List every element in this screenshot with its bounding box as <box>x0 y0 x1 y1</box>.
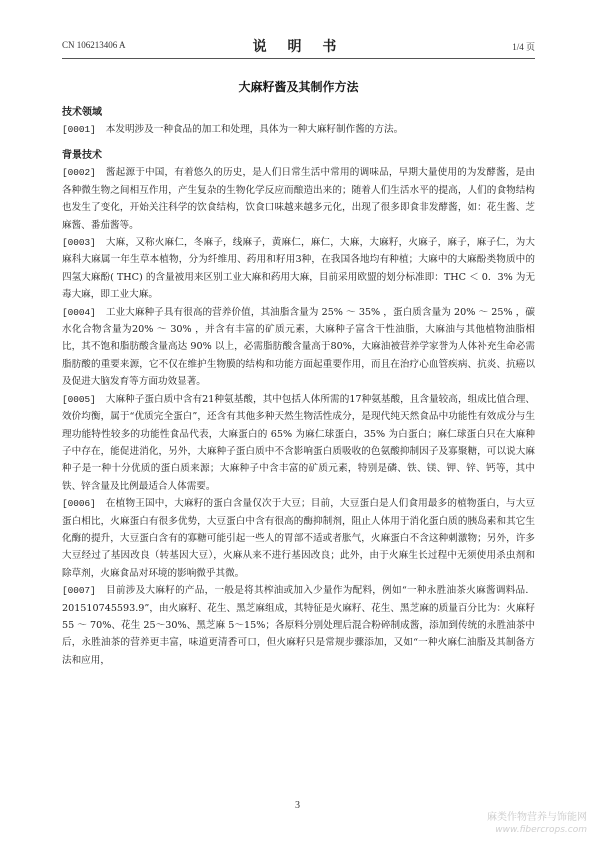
paragraph-number: [0004] <box>62 306 96 318</box>
document-type: 说 明 书 <box>252 39 345 55</box>
paragraph-number: [0007] <box>62 585 96 597</box>
paragraph-number: [0002] <box>62 167 96 179</box>
paragraph <box>62 121 535 138</box>
section-heading-technical-field: 技术领域 <box>62 107 102 118</box>
paragraph-text: 大麻种子蛋白质中含有21种氨基酸，其中包括人体所需的17种氨基酸，且含量较高，组成比值合理、效价均衡，属于“优质完全蛋白”，还含有其他多种天然生物活性成分，是现代纯天然食品中功能性有效成分与生理功能特性较多的功能性食品代表，大麻蛋白的 65% 为麻仁球蛋白，35% 为白蛋白；麻仁球蛋白只在大麻种子中存在，能促进消化，另外，大麻种子蛋白质中不含影响蛋白质吸收的色氨酸抑制因子及寡聚糖，可以说大麻种子是一种十分优质的蛋白质来源；大麻种子中含丰富的矿质元素，特别是磷、铁、镁、钾、锌、钙等，其中铁、锌含量及比例最适合人体需要。 <box>62 393 535 492</box>
watermark-url: www.fibercrops.com <box>495 825 587 835</box>
paragraph-text: 大麻，又称火麻仁，冬麻子，线麻子，黄麻仁，麻仁，大麻，大麻籽，火麻子，麻子，麻子仁，为大麻科大麻属一年生草本植物，分为纤维用、药用和籽用3种，在我国各地均有种植；大麻中的大麻酚类物质中的四氢大麻酚( THC) 的含量被用来区别工业大麻和药用大麻，目前采用欧盟的划分标准即：THC ＜ 0．3% 为无毒大麻，即工业大麻。 <box>62 237 535 301</box>
paragraph <box>62 234 535 304</box>
paragraph <box>62 582 535 669</box>
paragraph <box>62 164 535 234</box>
paragraph-text: 目前涉及大麻籽的产品，一般是将其榨油或加入少量作为配料，例如“一种永胜油茶火麻酱调料品．201510745593.9”，由火麻籽、花生、黑芝麻组成，其特征是火麻籽、花生、黑芝麻的质量百分比为：火麻籽 55 ～ 70%、花生 25～30%、黑芝麻 5～15%；各原料分别处理后混合粉碎制成酱，添加到传统的永胜油茶中后，永胜油茶的营养更丰富，味道更清香可口，但火麻籽只是常规步骤添加，又如“一种火麻仁油脂及其制备方法和应用， <box>62 585 535 666</box>
paragraph-number: [0005] <box>62 393 96 405</box>
patent-number: CN 106213406 A <box>62 40 126 50</box>
page-number: 3 <box>295 800 300 811</box>
paragraph-text: 工业大麻种子具有很高的营养价值，其油脂含量为 25% ～ 35% ，蛋白质含量为 20% ～ 25% ，碳水化合物含量为20% ～ 30% ，并含有丰富的矿质元素，大麻种子富含干性油脂，大麻油与其他植物油脂相比，其不饱和脂肪酸含量高达 90% 以上，必需脂肪酸含量高于80%，大麻油被营养学家誉为人体补充生命必需脂肪酸的重要来源，它不仅在维护生物膜的结构和功能方面起重要作用，而且在治疗心血管疾病、抗炎、抗癌以及促进大脑发育等方面功效显著。 <box>62 306 535 388</box>
paragraph <box>62 495 535 582</box>
watermark <box>487 812 587 836</box>
watermark-text: 麻类作物营养与饰能网 <box>487 812 587 823</box>
document-body <box>62 104 535 669</box>
page-of-total: 1/4 页 <box>512 42 535 52</box>
paragraph-number: [0001] <box>62 124 96 135</box>
paragraph-text: 本发明涉及一种食品的加工和处理，具体为一种大麻籽制作酱的方法。 <box>105 124 404 135</box>
section-heading-background: 背景技术 <box>62 150 102 162</box>
paragraph <box>62 391 535 495</box>
page-header <box>62 40 535 54</box>
paragraph-number: [0003] <box>62 237 96 249</box>
document-title: 大麻籽酱及其制作方法 <box>238 80 359 94</box>
paragraph-text: 酱起源于中国，有着悠久的历史，是人们日常生活中常用的调味品，早期大量使用的为发酵酱，是由各种微生物之间相互作用，产生复杂的生物化学反应而酿造出来的；随着人们生活水平的提高，人们的食物结构也发生了变化，开始关注科学的饮食结构，饮食口味越来越多元化，出现了很多即食非发酵酱，如：花生酱、芝麻酱、番茄酱等。 <box>62 167 535 231</box>
paragraph-text: 在植物王国中，大麻籽的蛋白含量仅次于大豆；目前，大豆蛋白是人们食用最多的植物蛋白，与大豆蛋白相比，火麻蛋白有很多优势，大豆蛋白中含有很高的酶抑制剂，阻止人体用于消化蛋白质的胰岛素和其它生化酶的提升，大豆蛋白含有的寡糖可能引起一些人的胃部不适或者胀气，火麻蛋白不含这种刺激物；另外，许多大豆经过了基因改良（转基因大豆），火麻从来不进行基因改良；此外，由于火麻生长过程中无须使用杀虫剂和除草剂，火麻食品对环境的影响微乎其微。 <box>62 498 535 579</box>
header-rule <box>62 58 535 59</box>
paragraph-number: [0006] <box>62 498 96 510</box>
paragraph <box>62 304 535 391</box>
